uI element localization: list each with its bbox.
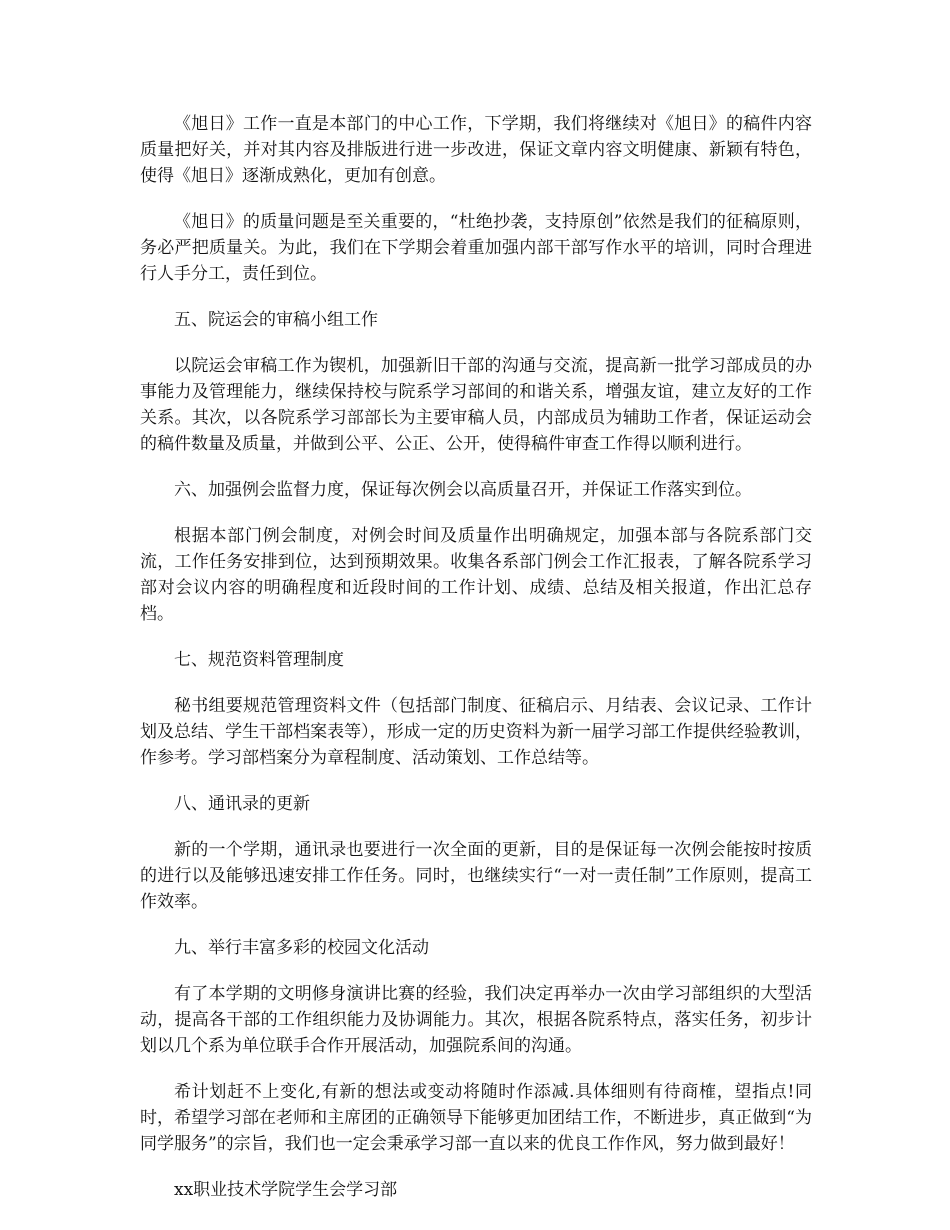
document-signature: xx职业技术学院学生会学习部 xyxy=(174,1180,398,1200)
paragraph-campus-activities: 有了本学期的文明修身演讲比赛的经验，我们决定再举办一次由学习部组织的大型活动，提高各干部的工作组织能力及协调能力。其次，根据各院系特点，落实任务，初步计划以几个系为单位联手合作开展活动，加强院系间的沟通。 xyxy=(140,984,812,1056)
paragraph-archive-management: 秘书组要规范管理资料文件（包括部门制度、征稿启示、月结表、会议记录、工作计划及总结、学生干部档案表等），形成一定的历史资料为新一届学习部工作提供经验教训，作参考。学习部档案分为章程制度、活动策划、工作总结等。 xyxy=(140,696,812,768)
section-heading-7: 七、规范资料管理制度 xyxy=(174,650,344,670)
paragraph-meeting-system: 根据本部门例会制度，对例会时间及质量作出明确规定，加强本部与各院系部门交流，工作任务安排到位，达到预期效果。收集各系部门例会工作汇报表，了解各院系学习部对会议内容的明确程度和近段时间的工作计划、成绩、总结及相关报道，作出汇总存档。 xyxy=(140,526,812,624)
paragraph-contacts-update: 新的一个学期，通讯录也要进行一次全面的更新，目的是保证每一次例会能按时按质的进行以及能够迅速安排工作任务。同时，也继续实行“一对一责任制”工作原则，提高工作效率。 xyxy=(140,840,812,912)
paragraph-xuri-work: 《旭日》工作一直是本部门的中心工作，下学期，我们将继续对《旭日》的稿件内容质量把好关，并对其内容及排版进行进一步改进，保证文章内容文明健康、新颖有特色，使得《旭日》逐渐成熟化，更加有创意。 xyxy=(140,114,812,186)
paragraph-sports-review: 以院运会审稿工作为锲机，加强新旧干部的沟通与交流，提高新一批学习部成员的办事能力及管理能力，继续保持校与院系学习部间的和谐关系，增强友谊，建立友好的工作关系。其次，以各院系学习部部长为主要审稿人员，内部成员为辅助工作者，保证运动会的稿件数量及质量，并做到公平、公正、公开，使得稿件审查工作得以顺利进行。 xyxy=(140,356,812,454)
section-heading-6: 六、加强例会监督力度，保证每次例会以高质量召开，并保证工作落实到位。 xyxy=(174,480,752,500)
document-body xyxy=(140,111,812,1223)
paragraph-xuri-quality: 《旭日》的质量问题是至关重要的，“杜绝抄袭，支持原创”依然是我们的征稿原则，务必严把质量关。为此，我们在下学期会着重加强内部干部写作水平的培训，同时合理进行人手分工，责任到位。 xyxy=(140,212,812,284)
section-heading-5: 五、院运会的审稿小组工作 xyxy=(174,310,378,330)
section-heading-8: 八、通讯录的更新 xyxy=(174,794,310,814)
section-heading-9: 九、举行丰富多彩的校园文化活动 xyxy=(174,938,429,958)
paragraph-closing: 希计划赶不上变化,有新的想法或变动将随时作添减.具体细则有待商榷，望指点!同时，希望学习部在老师和主席团的正确领导下能够更加团结工作，不断进步，真正做到“为同学服务”的宗旨，我们也一定会秉承学习部一直以来的优良工作作风，努力做到最好！ xyxy=(140,1082,812,1154)
